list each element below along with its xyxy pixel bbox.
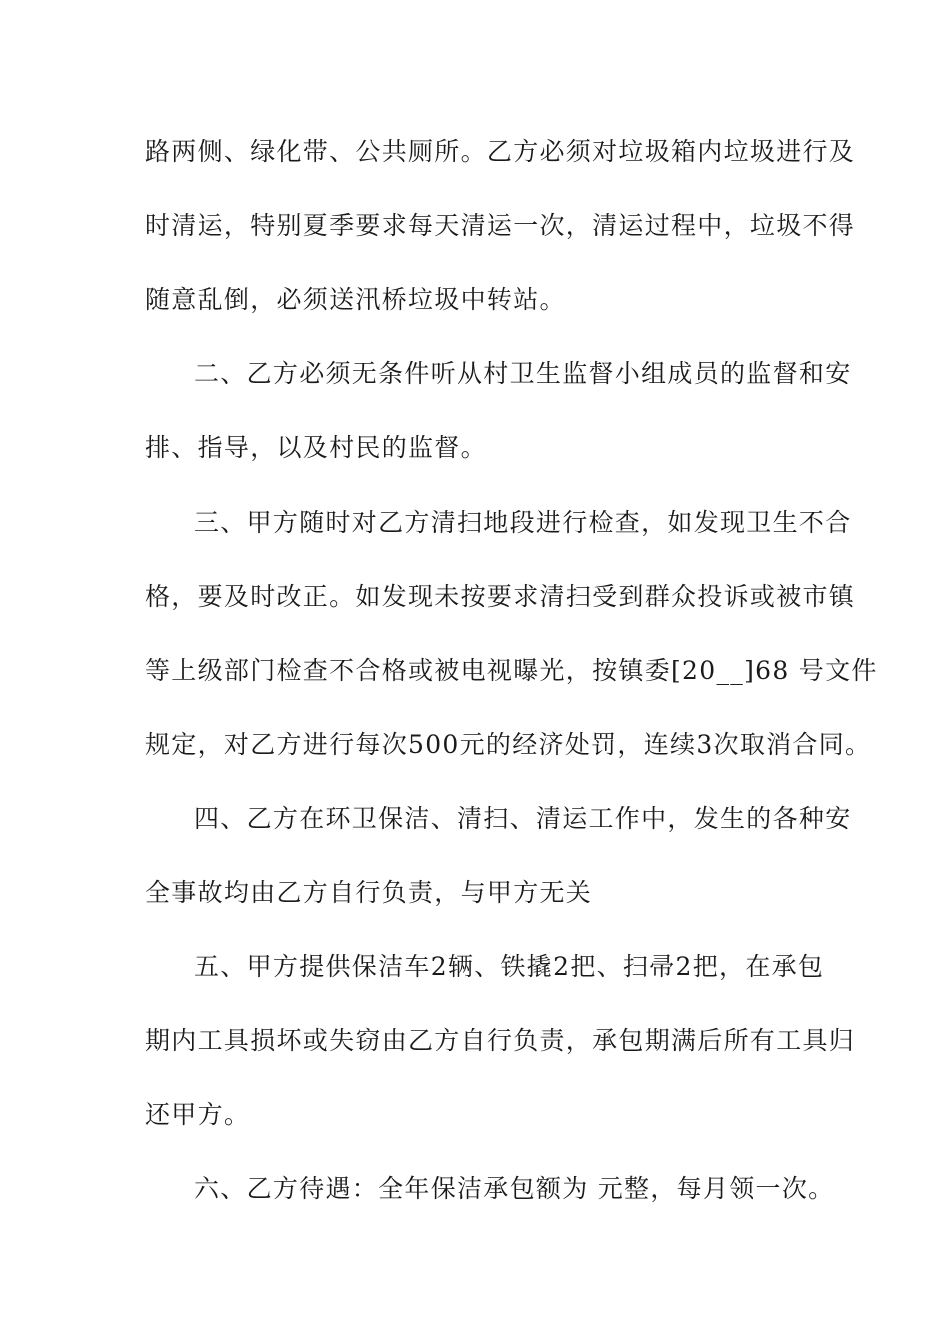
paragraph-6-line-1: 六、乙方待遇：全年保洁承包额为 元整，每月领一次。 <box>194 1174 835 1203</box>
paragraph-1-line-2: 时清运，特别夏季要求每天清运一次，清运过程中，垃圾不得 <box>145 211 856 240</box>
paragraph-1-line-1: 路两侧、绿化带、公共厕所。乙方必须对垃圾箱内垃圾进行及 <box>145 137 856 166</box>
paragraph-5-line-3: 还甲方。 <box>145 1100 251 1129</box>
paragraph-1-line-3: 随意乱倒，必须送汛桥垃圾中转站。 <box>145 285 566 314</box>
paragraph-2-line-2: 排、指导，以及村民的监督。 <box>145 433 487 462</box>
paragraph-5-line-2: 期内工具损坏或失窃由乙方自行负责，承包期满后所有工具归 <box>145 1026 856 1055</box>
paragraph-3-line-1: 三、甲方随时对乙方清扫地段进行检查，如发现卫生不合 <box>194 508 852 537</box>
paragraph-3-line-2: 格，要及时改正。如发现未按要求清扫受到群众投诉或被市镇 <box>145 582 856 611</box>
paragraph-4-line-1: 四、乙方在环卫保洁、清扫、清运工作中，发生的各种安 <box>194 804 852 833</box>
paragraph-4-line-2: 全事故均由乙方自行负责，与甲方无关 <box>145 878 593 907</box>
paragraph-3-line-4: 规定，对乙方进行每次500元的经济处罚，连续3次取消合同。 <box>145 730 872 759</box>
paragraph-5-line-1: 五、甲方提供保洁车2辆、铁撬2把、扫帚2把，在承包 <box>194 952 825 981</box>
paragraph-3-line-3: 等上级部门检查不合格或被电视曝光，按镇委[20__]68 号文件 <box>145 656 878 685</box>
paragraph-2-line-1: 二、乙方必须无条件听从村卫生监督小组成员的监督和安 <box>194 359 852 388</box>
